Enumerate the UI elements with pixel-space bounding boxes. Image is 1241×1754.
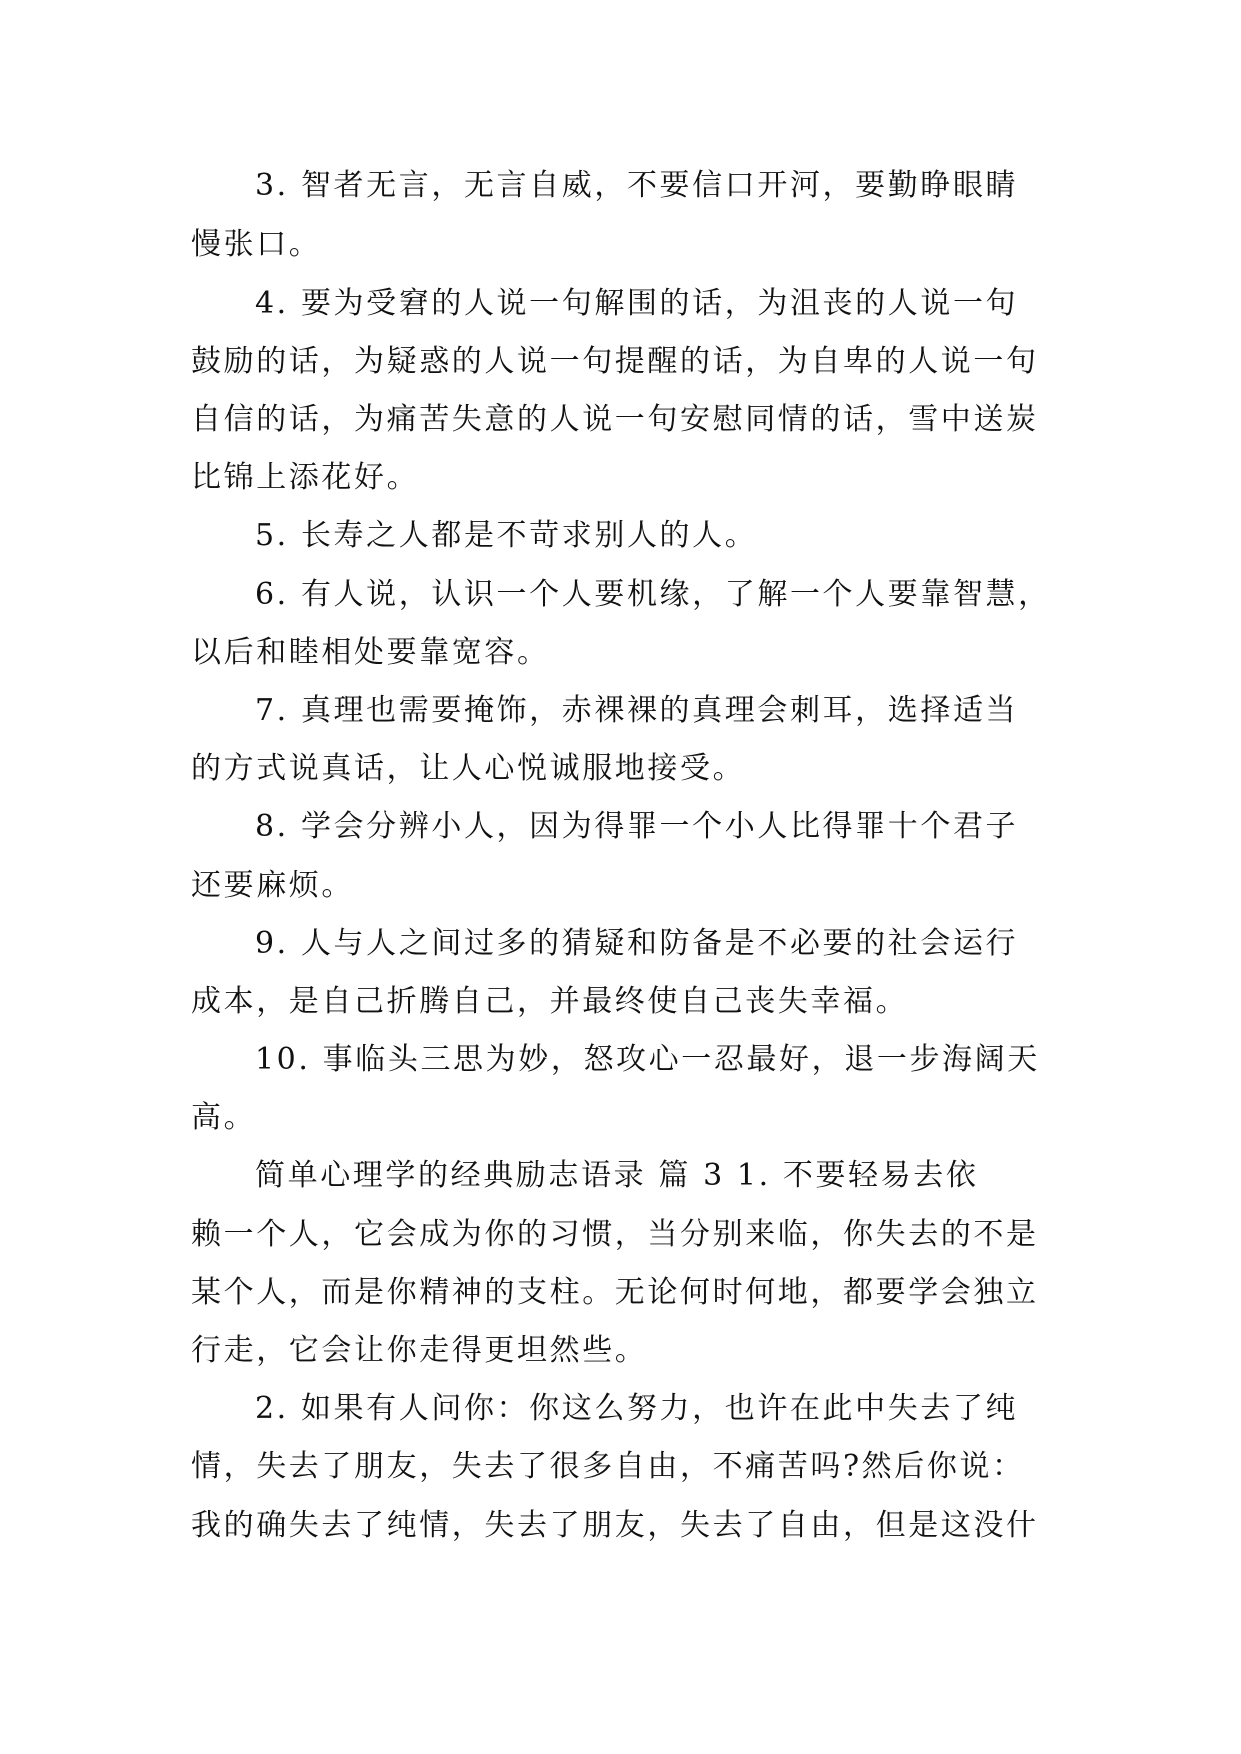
text-line: 比锦上添花好。 [191,460,420,495]
text-line: 情，失去了朋友，失去了很多自由，不痛苦吗?然后你说： [191,1449,1025,1484]
text-line: 8. 学会分辨小人，因为得罪一个小人比得罪十个君子 [255,809,1019,844]
text-line: 3. 智者无言，无言自威，不要信口开河，要勤睁眼睛 [255,168,1019,203]
text-line: 9. 人与人之间过多的猜疑和防备是不必要的社会运行 [255,926,1019,961]
text-line: 以后和睦相处要靠宽容。 [191,635,550,670]
text-line: 成本，是自己折腾自己，并最终使自己丧失幸福。 [191,984,909,1019]
text-line: 6. 有人说，认识一个人要机缘，了解一个人要靠智慧， [255,577,1051,612]
text-line: 鼓励的话，为疑惑的人说一句提醒的话，为自卑的人说一句 [191,344,1039,379]
text-line: 自信的话，为痛苦失意的人说一句安慰同情的话，雪中送炭 [191,402,1039,437]
text-line: 行走，它会让你走得更坦然些。 [191,1333,648,1368]
text-line: 2. 如果有人问你：你这么努力，也许在此中失去了纯 [255,1391,1019,1426]
text-line: 4. 要为受窘的人说一句解围的话，为沮丧的人说一句 [255,286,1019,321]
text-line: 5. 长寿之人都是不苛求别人的人。 [255,518,758,553]
text-line: 高。 [191,1100,257,1135]
text-line: 的方式说真话，让人心悦诚服地接受。 [191,751,746,786]
text-line: 还要麻烦。 [191,868,354,903]
text-line: 赖一个人，它会成为你的习惯，当分别来临，你失去的不是 [191,1217,1039,1252]
text-line: 慢张口。 [191,227,322,262]
text-line: 我的确失去了纯情，失去了朋友，失去了自由，但是这没什 [191,1508,1039,1543]
text-line: 7. 真理也需要掩饰，赤裸裸的真理会刺耳，选择适当 [255,693,1019,728]
text-line: 10. 事临头三思为妙，怒攻心一忍最好，退一步海阔天 [255,1042,1040,1077]
text-line: 某个人，而是你精神的支柱。无论何时何地，都要学会独立 [191,1275,1039,1310]
text-line: 简单心理学的经典励志语录 篇 3 1. 不要轻易去依 [255,1158,979,1193]
